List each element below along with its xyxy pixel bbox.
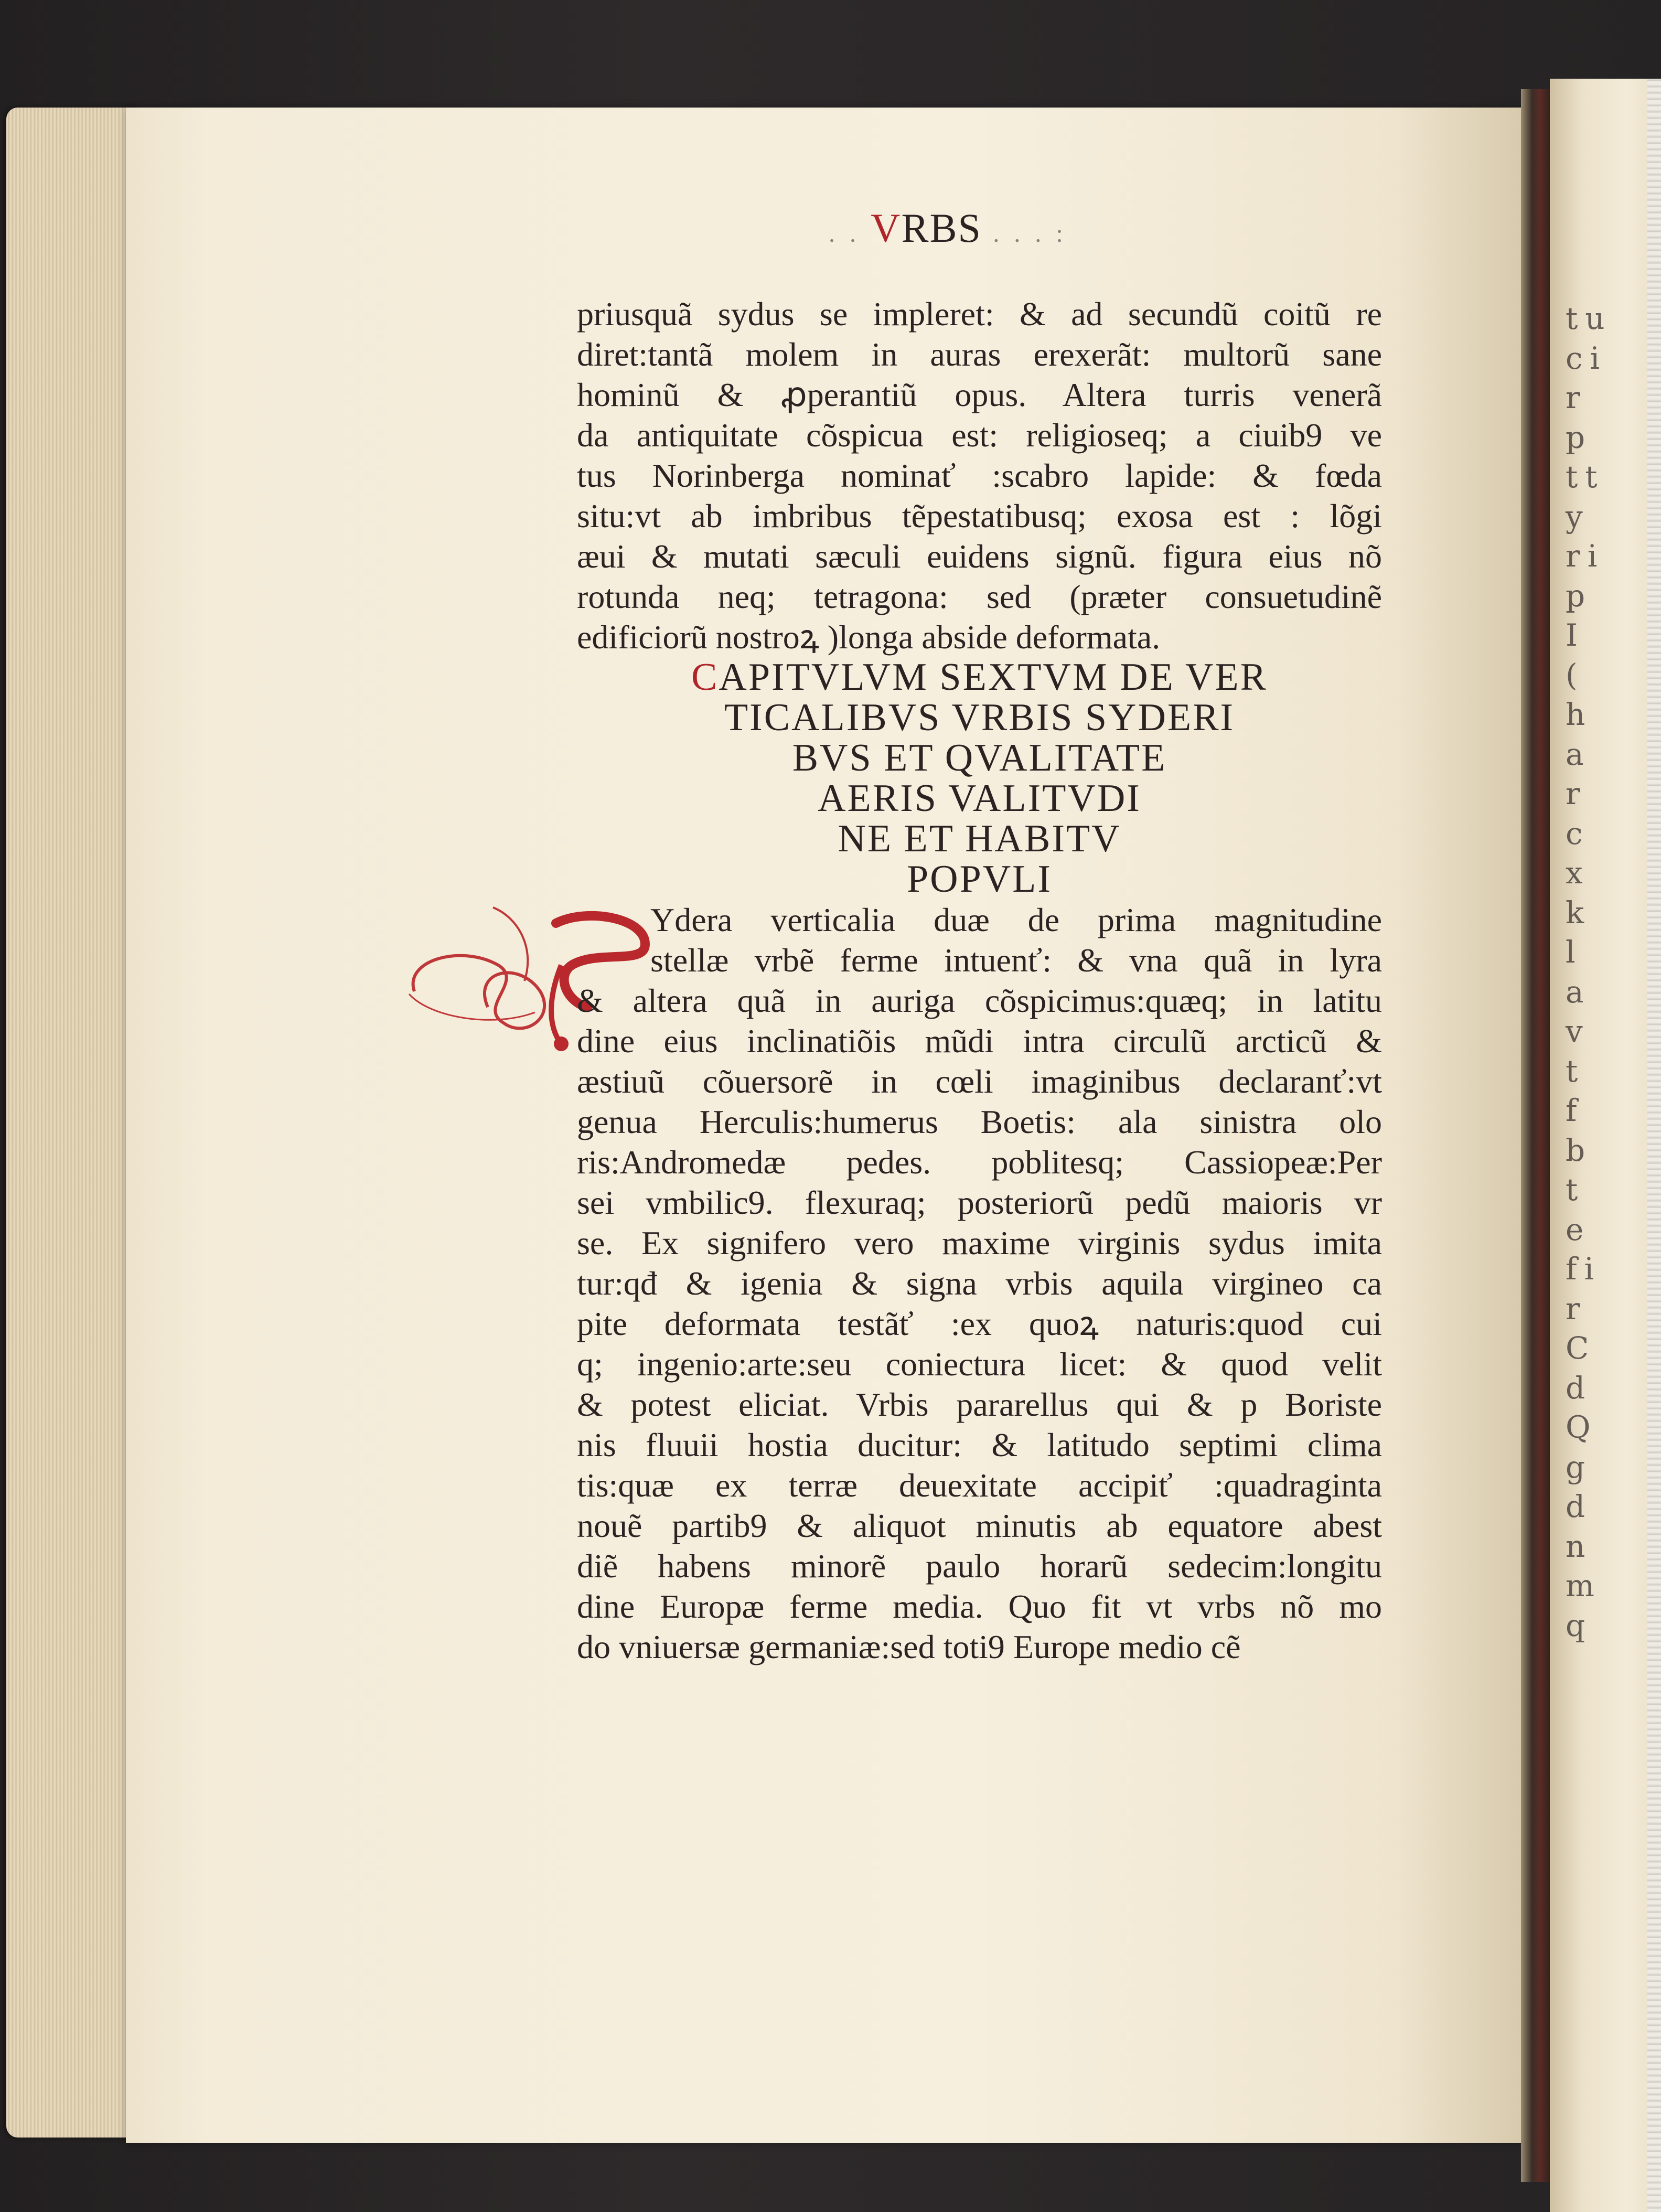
body_bottom-line: tis:quæ ex terræ deuexitate accipiť :quadraginta [577, 1467, 1382, 1504]
running-head-right-dots: . . . : [993, 220, 1067, 248]
facing-page-fragment: q [1566, 1607, 1593, 1643]
facing-page-fragment: y [1566, 498, 1590, 535]
body_bottom-line: ris:Andromedæ pedes. poblitesq; Cassiopeæ:Per [577, 1144, 1382, 1181]
chapter_heading-line: BVS ET QVALITATE [792, 736, 1167, 779]
body_bottom-line: nis fluuii hostia ducitur: & latitudo septimi clima [577, 1426, 1382, 1463]
facing-page-fragment: ri [1566, 538, 1605, 574]
facing-page-fragment: C [1566, 1330, 1596, 1366]
running-head-left-dots: . . [829, 220, 860, 248]
body_bottom-line: sei vmbilic9. flexuraq; posteriorũ pedũ maioris vr [577, 1184, 1382, 1221]
body_bottom-line: tur:qđ & igenia & signa vrbis aquila virgineo ca [577, 1265, 1382, 1302]
facing-page-fragment: m [1566, 1568, 1602, 1604]
body_bottom-line: do vniuersæ germaniæ:sed toti9 Europe medio cẽ [577, 1628, 1241, 1665]
body_top-line: priusquã sydus se impleret: & ad secundũ coitũ re [577, 295, 1382, 333]
body_top-line: diret:tantã molem in auras erexerãt: multorũ sane [577, 336, 1382, 373]
body_bottom-line: q; ingenio:arte:seu coniectura licet: & quod velit [577, 1345, 1382, 1383]
facing-page-fragment: r [1566, 1290, 1588, 1327]
body_bottom-line: dine Europæ ferme media. Quo fit vt vrbs nõ mo [577, 1588, 1382, 1625]
facing-page-fragment: g [1566, 1449, 1593, 1485]
facing-page-fragment: fi [1566, 1251, 1602, 1287]
facing-page-fragment: v [1566, 1013, 1590, 1049]
body_top-line: rotunda neq; tetragona: sed (præter consuetudinẽ [577, 578, 1382, 615]
facing-page-fragment: tu [1566, 301, 1612, 336]
facing-page-text [1566, 299, 1661, 1645]
body-paragraph-top [577, 294, 1382, 657]
facing-page-fragment: d [1566, 1489, 1593, 1524]
facing-page-fragment: h [1566, 697, 1593, 732]
facing-page-fragment: b [1566, 1132, 1593, 1168]
book-gutter [1521, 89, 1552, 2182]
chapter-heading-rest: APITVLVM SEXTVM DE VER [719, 656, 1268, 699]
body_bottom-line: stellæ vrbẽ ferme intuenť: & vna quã in lyra [650, 942, 1382, 979]
facing-page-fragment: x [1566, 855, 1590, 891]
body_top-line: hominũ & ꝓperantiũ opus. Altera turris venerã [577, 376, 1382, 413]
facing-page-fragment: c [1566, 815, 1590, 851]
facing-page-fragment: f [1566, 1093, 1584, 1128]
facing-page-edge [1550, 79, 1661, 2212]
chapter_heading-line: TICALIBVS VRBIS SYDERI [724, 696, 1235, 739]
facing-page-fragment: a [1566, 974, 1591, 1010]
chapter-heading-initial: C [691, 656, 719, 699]
body_top-line: æui & mutati sæculi euidens signũ. figura eius nõ [577, 538, 1382, 575]
body_top-line: edificiorũ nostroꝝ )longa abside deformata. [577, 618, 1161, 656]
facing-page-fragment: a [1566, 736, 1591, 772]
facing-page-fragment: Q [1566, 1409, 1598, 1445]
running-head-initial: V [871, 205, 902, 251]
chapter_heading-line: NE ET HABITV [838, 817, 1121, 860]
page-fore-edge [1647, 79, 1661, 2212]
body_bottom-line: diẽ habens minorẽ paulo horarũ sedecim:longitu [577, 1547, 1382, 1585]
chapter_heading-line [577, 657, 1382, 698]
facing-page-fragment: r [1566, 776, 1588, 811]
facing-page-fragment: t [1566, 1172, 1585, 1207]
facing-page-fragment: tt [1566, 459, 1605, 495]
main-text-column [577, 294, 1382, 1667]
chapter_heading-line: POPVLI [906, 858, 1053, 901]
chapter-heading [577, 657, 1382, 900]
body_top-line: tus Norinberga nominať :scabro lapide: & fœda [577, 457, 1382, 494]
facing-page-fragment: e [1566, 1211, 1591, 1247]
body_bottom-line: se. Ex signifero vero maxime virginis sydus imita [577, 1224, 1382, 1262]
running-head [829, 205, 1196, 252]
running-head-title: RBS [901, 205, 982, 251]
facing-page-fragment: d [1566, 1370, 1593, 1406]
body_top-line: situ:vt ab imbribus tẽpestatibusq; exosa est : lõgi [577, 497, 1382, 535]
body_bottom-line: nouẽ partib9 & aliquot minutis ab equatore abest [577, 1507, 1382, 1544]
facing-page-fragment: ci [1566, 340, 1608, 376]
body-paragraph-bottom [577, 900, 1382, 1667]
facing-page-fragment: k [1566, 894, 1592, 931]
facing-page-fragment: t [1566, 1053, 1585, 1089]
facing-page-fragment: r [1566, 380, 1588, 415]
facing-page-fragment: n [1566, 1528, 1593, 1564]
body_bottom-line: & altera quã in auriga cõspicimus:quæq; in latitu [577, 982, 1382, 1019]
facing-page-fragment: ( [1566, 657, 1585, 693]
body_bottom-line: genua Herculis:humerus Boetis: ala sinistra olo [577, 1103, 1382, 1140]
body_bottom-line: Ydera verticalia duæ de prima magnitudine [650, 901, 1382, 938]
body_bottom-line: æstiuũ cõuersorẽ in cœli imaginibus declaranť:vt [577, 1063, 1382, 1100]
facing-page-fragment: I [1566, 617, 1585, 653]
body_bottom-line: dine eius inclinatiõis mũdi intra circulũ arcticũ & [577, 1022, 1382, 1060]
facing-page-fragment: p [1566, 578, 1593, 614]
body_bottom-line: & potest eliciat. Vrbis pararellus qui & p Boriste [577, 1386, 1382, 1423]
body_bottom-line: pite deformata testãť :ex quoꝝ naturis:quod cui [577, 1305, 1382, 1342]
chapter_heading-line: AERIS VALITVDI [818, 777, 1141, 820]
left-page-edges [6, 108, 137, 2138]
body_top-line: da antiquitate cõspicua est: religioseq; a ciuib9 ve [577, 416, 1382, 454]
facing-page-fragment: p [1566, 419, 1593, 455]
facing-page-fragment: l [1566, 934, 1583, 970]
